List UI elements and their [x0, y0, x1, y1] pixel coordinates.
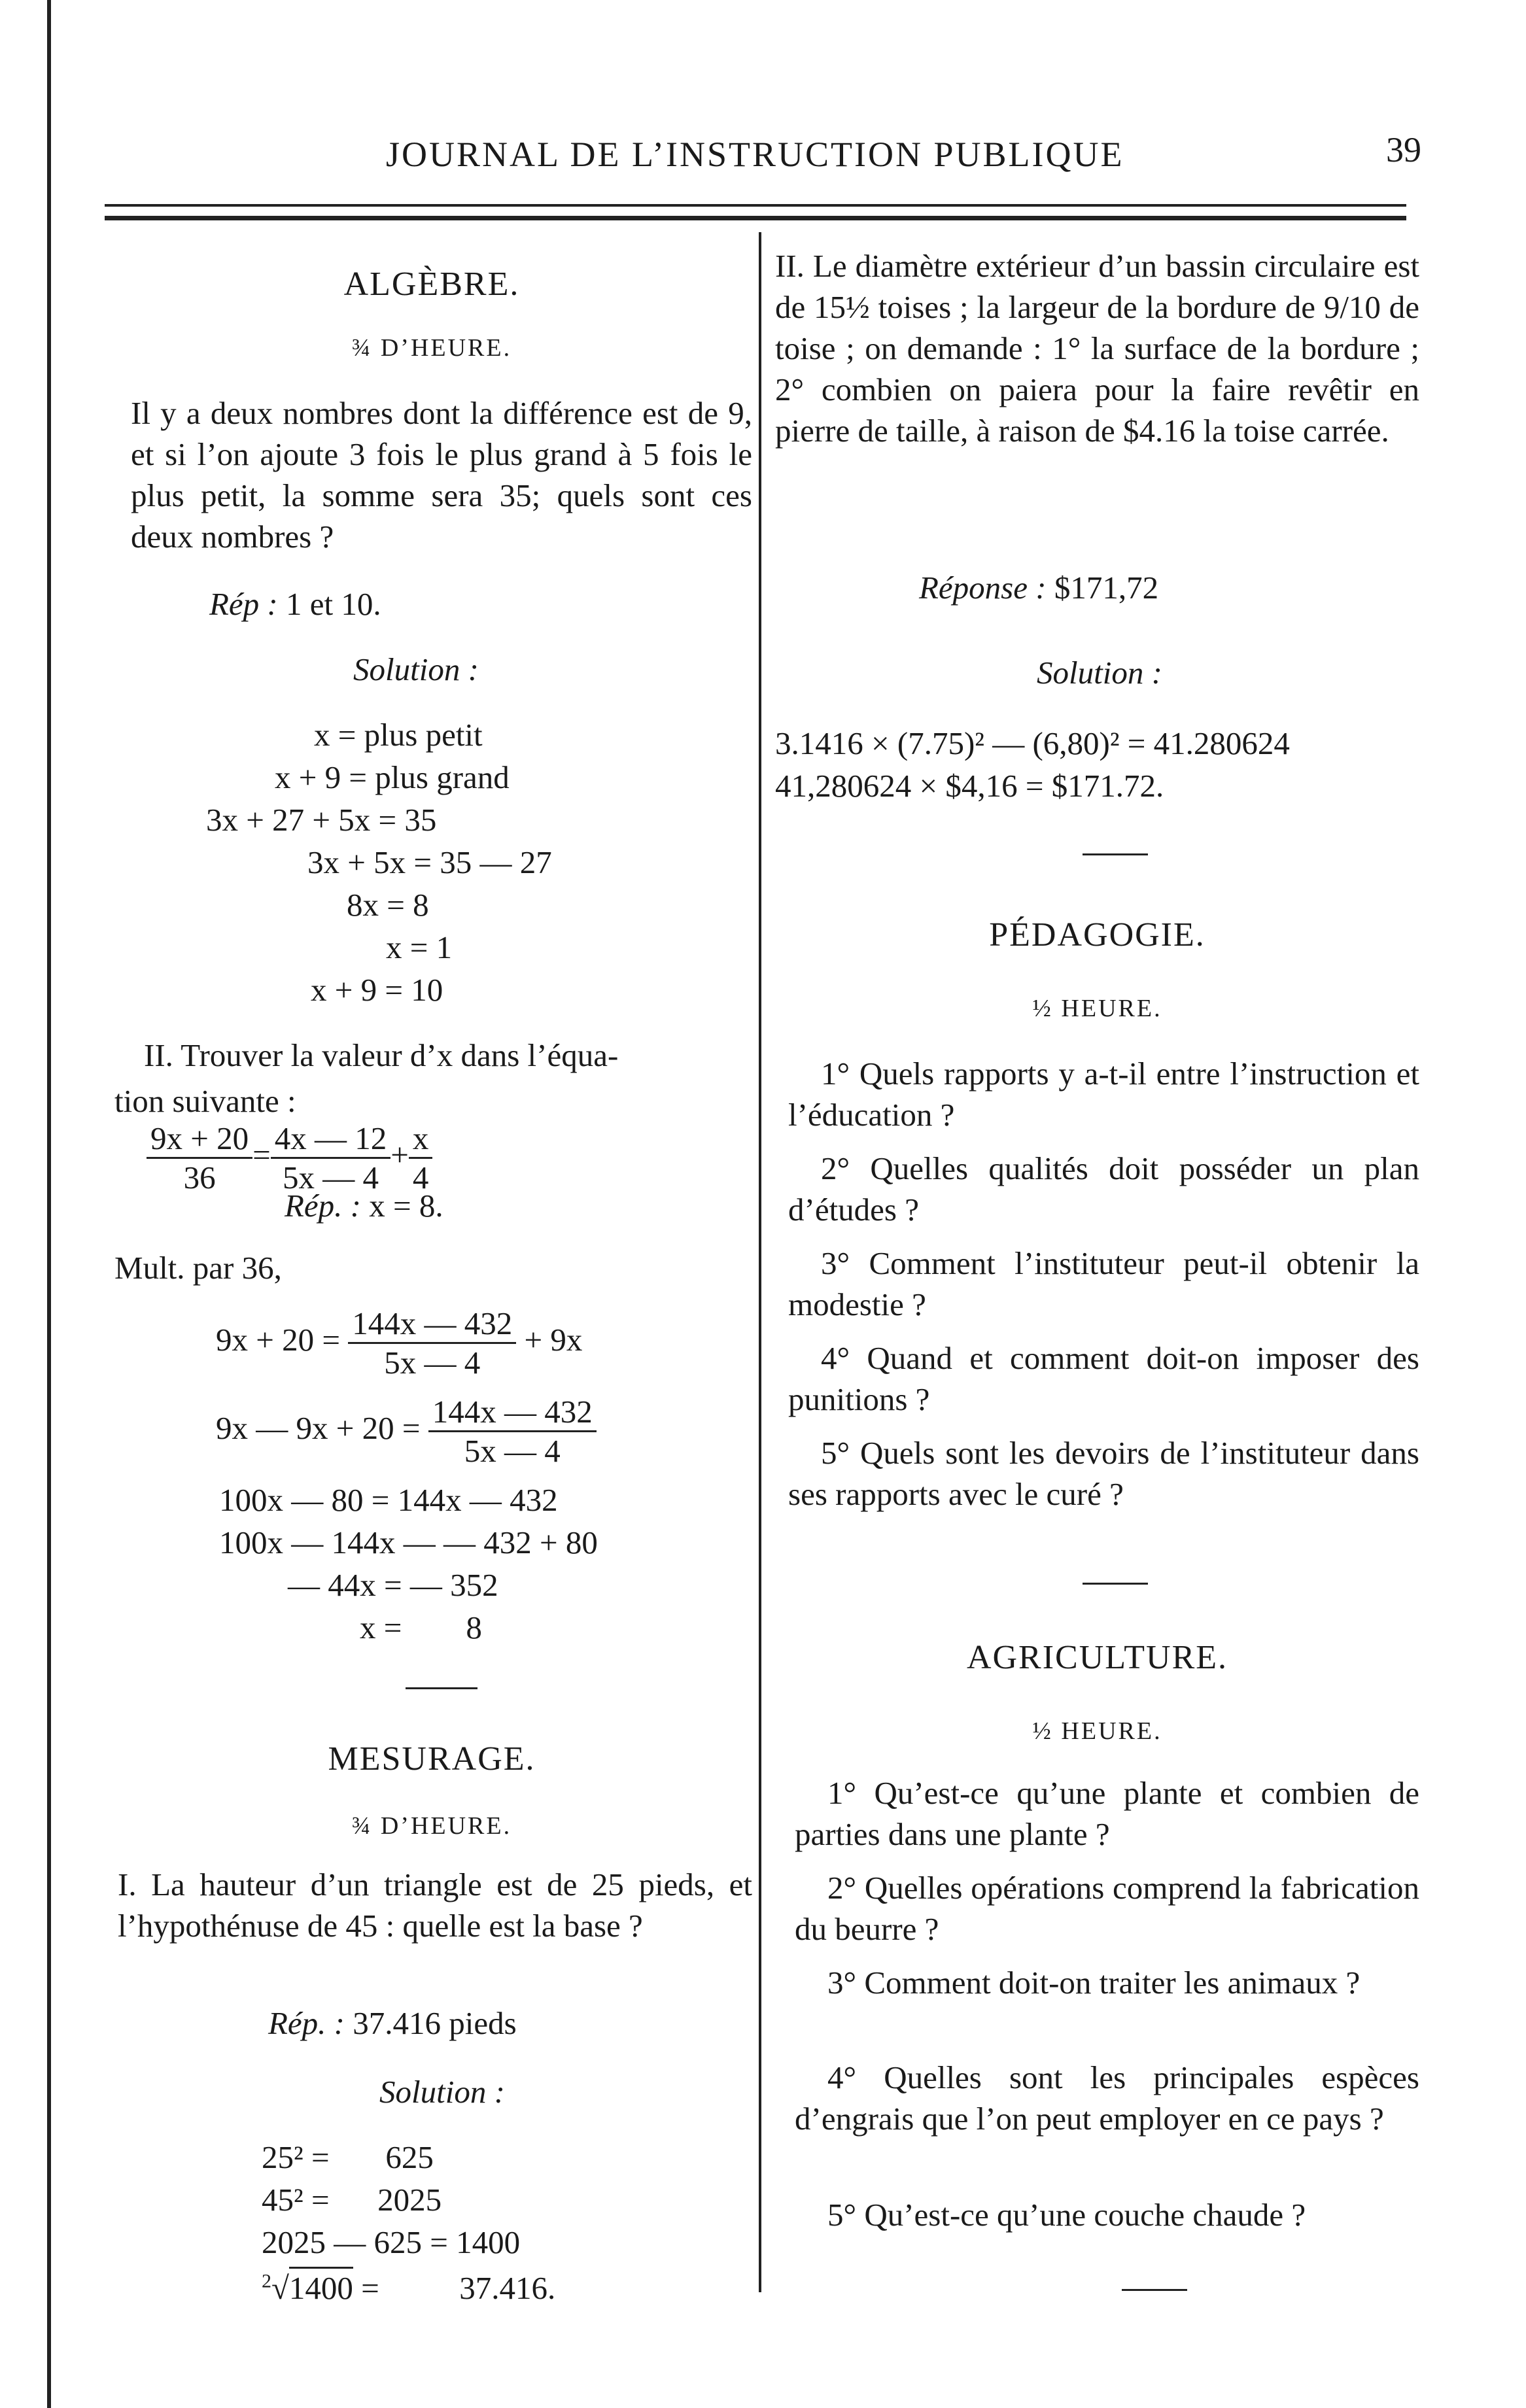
answer-value: x = 8.	[369, 1188, 443, 1224]
solution-step-sqrt: $^2$√1400 = 37.416.	[262, 2269, 555, 2307]
solution-step-fraction	[216, 1393, 597, 1470]
algebre-question-2-equation: tion suivante : $\frac{9x + 20}{36}$ = $\frac{4x — 12}{5x — 4}$ + $\frac{x}{4}$	[114, 1082, 432, 1196]
fraction-denominator: 4	[412, 1160, 429, 1195]
time-allotted-agriculture: ½ HEURE.	[1032, 1717, 1162, 1745]
solution-step: 8x = 8	[347, 887, 429, 923]
agriculture-question: 3° Comment doit-on traiter les animaux ?	[827, 1965, 1361, 2001]
solution-step: 100x — 80 = 144x — 432	[219, 1482, 558, 1518]
fraction-numerator: x	[409, 1120, 433, 1159]
answer-label: Rép. :	[268, 2005, 345, 2041]
time-allotted-pedagogie: ½ HEURE.	[1032, 995, 1162, 1022]
fraction-denominator: 5x — 4	[384, 1345, 481, 1381]
solution-step: x = plus petit	[314, 717, 483, 753]
solution-step: 100x — 144x — — 432 + 80	[219, 1524, 598, 1560]
header-rule-thin	[105, 204, 1406, 207]
answer-label: Rép. :	[285, 1188, 361, 1224]
agriculture-question: 1° Qu’est-ce qu’une plante et combien de parties dans une plante ?	[795, 1775, 1419, 1852]
column-divider	[759, 232, 761, 2292]
mesurage-q2-answer	[919, 569, 1158, 606]
answer-label: Rép :	[209, 586, 278, 622]
section-heading-agriculture: AGRICULTURE.	[966, 1639, 1228, 1676]
solution-calculation: 3.1416 × (7.75)² — (6,80)² = 41.280624	[775, 725, 1290, 761]
solution-step: 3x + 27 + 5x = 35	[206, 802, 437, 838]
solution-step: 2025 — 625 = 1400	[262, 2224, 521, 2260]
step-fraction	[348, 1305, 516, 1381]
step-lhs: 9x + 20 =	[216, 1321, 341, 1358]
section-heading-mesurage: MESURAGE.	[328, 1740, 536, 1778]
solution-calculation: 41,280624 × $4,16 = $171.72.	[775, 768, 1164, 804]
multiplication-note: Mult. par 36,	[114, 1250, 282, 1286]
answer-value: 1 et 10.	[286, 586, 381, 622]
equation-fraction	[409, 1120, 433, 1196]
root-result: = 37.416.	[361, 2270, 556, 2306]
answer-label: Réponse :	[919, 570, 1047, 606]
section-heading-pedagogie: PÉDAGOGIE.	[989, 916, 1205, 954]
solution-step: x = 1	[386, 929, 453, 965]
algebre-question-2: II. Trouver la valeur d’x dans l’équa-	[144, 1037, 619, 1073]
section-separator	[1083, 853, 1148, 855]
equation-fraction	[271, 1120, 391, 1196]
solution-step: 45² = 2025	[262, 2182, 442, 2218]
solution-step: x + 9 = 10	[311, 972, 443, 1008]
step-lhs: 9x — 9x + 20 =	[216, 1409, 421, 1446]
fraction-denominator: 36	[183, 1160, 216, 1195]
agriculture-question: 2° Quelles opérations comprend la fabrication du beurre ?	[795, 1870, 1419, 1947]
solution-step: — 44x = — 352	[288, 1567, 498, 1603]
solution-label: Solution :	[353, 651, 479, 687]
solution-step-fraction	[216, 1305, 582, 1381]
solution-label: Solution :	[1037, 655, 1162, 691]
mesurage-q1-answer	[268, 2004, 517, 2042]
page-number: 39	[1386, 130, 1421, 169]
algebre-q2-answer	[285, 1187, 443, 1224]
header-rule-thick	[105, 216, 1406, 220]
fraction-denominator: 5x — 4	[464, 1433, 561, 1469]
section-separator	[1122, 2289, 1187, 2291]
equation-intro: tion suivante :	[114, 1083, 296, 1119]
solution-step: 25² = 625	[262, 2139, 434, 2175]
step-tail: + 9x	[524, 1321, 583, 1358]
pedagogie-question: 4° Quand et comment doit-on imposer des punitions ?	[788, 1340, 1419, 1417]
pedagogie-question: 2° Quelles qualités doit posséder un plan d’études ?	[788, 1150, 1419, 1228]
time-allotted-mesurage: ¾ D’HEURE.	[351, 1812, 512, 1840]
section-separator	[1083, 1583, 1148, 1585]
pedagogie-question: 5° Quels sont les devoirs de l’instituteur dans ses rapports avec le curé ?	[788, 1435, 1419, 1512]
section-separator	[406, 1687, 477, 1689]
section-heading-algebre: ALGÈBRE.	[343, 266, 520, 303]
answer-value: 37.416 pieds	[353, 2005, 517, 2041]
fraction-numerator: 144x — 432	[428, 1393, 597, 1432]
fraction-denominator: 5x — 4	[283, 1160, 379, 1195]
pedagogie-question: 1° Quels rapports y a-t-il entre l’instruction et l’éducation ?	[788, 1056, 1419, 1133]
root-radicand: 1400	[289, 2267, 353, 2306]
running-title: JOURNAL DE L’INSTRUCTION PUBLIQUE	[386, 135, 1124, 174]
solution-step: x = 8	[360, 1609, 482, 1645]
mesurage-question-2: II. Le diamètre extérieur d’un bassin circulaire est de 15½ toises ; la largeur de la bordure de 9/10 de toise ; on demande : 1° la surface de la bordure ; 2° combien on paiera pour la faire revêtir en pierre de taille, à raison de $4.16 la toise carrée.	[775, 248, 1419, 449]
solution-label: Solution :	[379, 2074, 505, 2110]
algebre-question-1: Il y a deux nombres dont la différence est de 9, et si l’on ajoute 3 fois le plus grand à 5 fois le plus petit, la somme sera 35; quels sont ces deux nombres ?	[131, 395, 752, 555]
fraction-numerator: 4x — 12	[271, 1120, 391, 1159]
algebre-q1-answer	[209, 585, 381, 623]
answer-value: $171,72	[1054, 570, 1159, 606]
equation-fraction	[147, 1120, 252, 1196]
fraction-numerator: 9x + 20	[147, 1120, 252, 1159]
page-binding-edge	[47, 0, 51, 2408]
pedagogie-question: 3° Comment l’instituteur peut-il obtenir la modestie ?	[788, 1245, 1419, 1322]
root-index: 2	[262, 2270, 271, 2292]
step-fraction	[428, 1393, 597, 1470]
time-allotted-algebre: ¾ D’HEURE.	[351, 334, 512, 362]
solution-step: 3x + 5x = 35 — 27	[307, 844, 552, 880]
solution-step: x + 9 = plus grand	[275, 759, 510, 795]
agriculture-question: 5° Qu’est-ce qu’une couche chaude ?	[827, 2197, 1306, 2233]
mesurage-question-1: I. La hauteur d’un triangle est de 25 pieds, et l’hypothénuse de 45 : quelle est la base ?	[118, 1866, 752, 1944]
fraction-numerator: 144x — 432	[348, 1305, 516, 1344]
agriculture-question: 4° Quelles sont les principales espèces d’engrais que l’on peut employer en ce pays ?	[795, 2059, 1419, 2137]
